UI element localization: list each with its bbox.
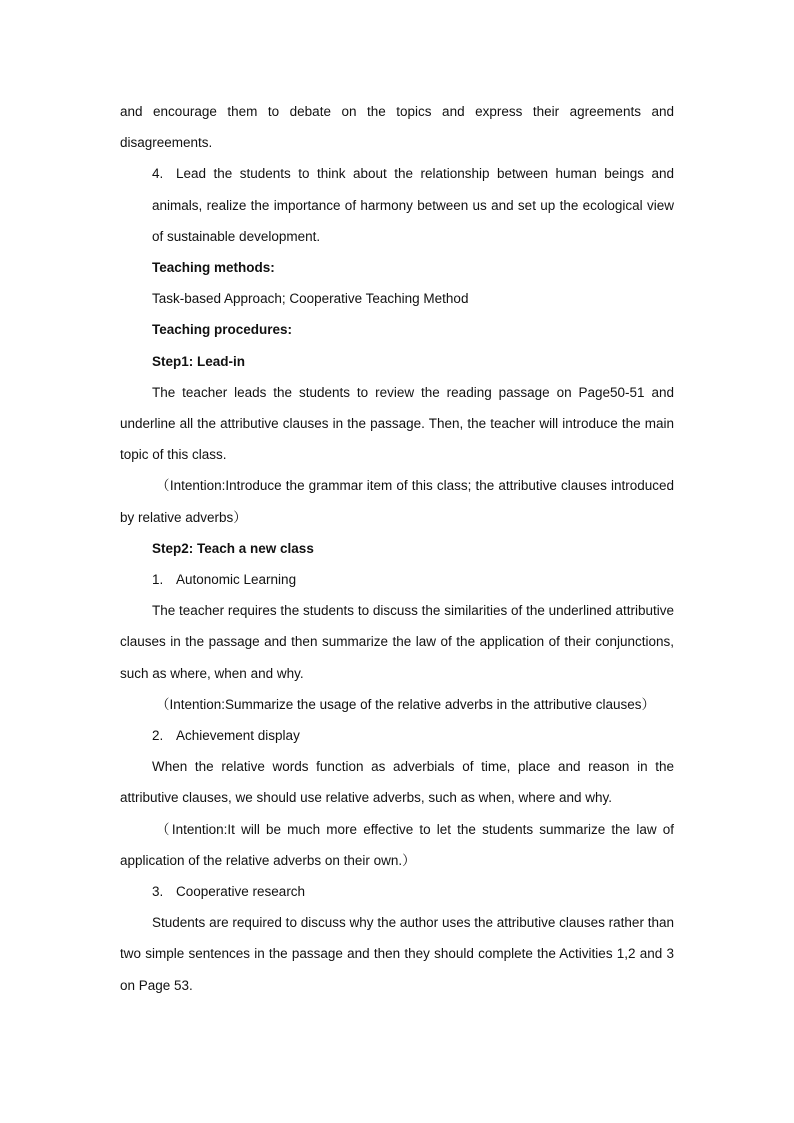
item2-intention: （Intention:It will be much more effective to let the students summarize the law of application of the relative adverbs on their own.） [120,821,674,868]
item3-text: Students are required to discuss why the author uses the attributive clauses rather than two simple sentences in the passage and then they should complete the Activities 1,2 and 3 on Page 53. [120,915,674,993]
item1-text: The teacher requires the students to discuss the similarities of the underlined attributive clauses in the passage and then summarize the law of the application of their conjunctions, such as where, when and why. [120,603,674,681]
item1-intention: （Intention:Summarize the usage of the relative adverbs in the attributive clauses） [156,696,656,712]
item2-title-text: Achievement display [176,728,300,744]
objective-text: Lead the students to think about the relationship between human beings and animals, realize the importance of harmony between us and set up the ecological view of sustainable development. [152,166,674,244]
teaching-methods-heading: Teaching methods: [152,260,275,276]
teaching-methods-text: Task-based Approach; Cooperative Teaching Method [152,291,469,307]
paragraph-continuation: and encourage them to debate on the topics and express their agreements and disagreements. [120,104,674,151]
item1-title [120,564,674,595]
objective-number: 4. [152,166,164,182]
item2-number: 2. [152,728,164,744]
step1-text: The teacher leads the students to review the reading passage on Page50-51 and underline all the attributive clauses in the passage. Then, the teacher will introduce the main topic of this class. [120,384,674,463]
item2-title [120,720,674,751]
step1-heading: Step1: Lead-in [152,353,246,369]
item3-title [120,876,674,907]
document-page [120,96,674,1001]
numbered-objective-4 [120,158,674,252]
teaching-procedures-heading: Teaching procedures: [152,322,293,338]
step1-intention: （Intention:Introduce the grammar item of this class; the attributive clauses introduced by relative adverbs） [120,478,674,525]
step2-heading: Step2: Teach a new class [152,540,314,556]
item2-text: When the relative words function as adverbials of time, place and reason in the attributive clauses, we should use relative adverbs, such as when, where and why. [120,759,674,806]
item1-title-text: Autonomic Learning [176,572,297,588]
item1-number: 1. [152,572,164,588]
item3-number: 3. [152,884,164,900]
item3-title-text: Cooperative research [176,884,306,900]
